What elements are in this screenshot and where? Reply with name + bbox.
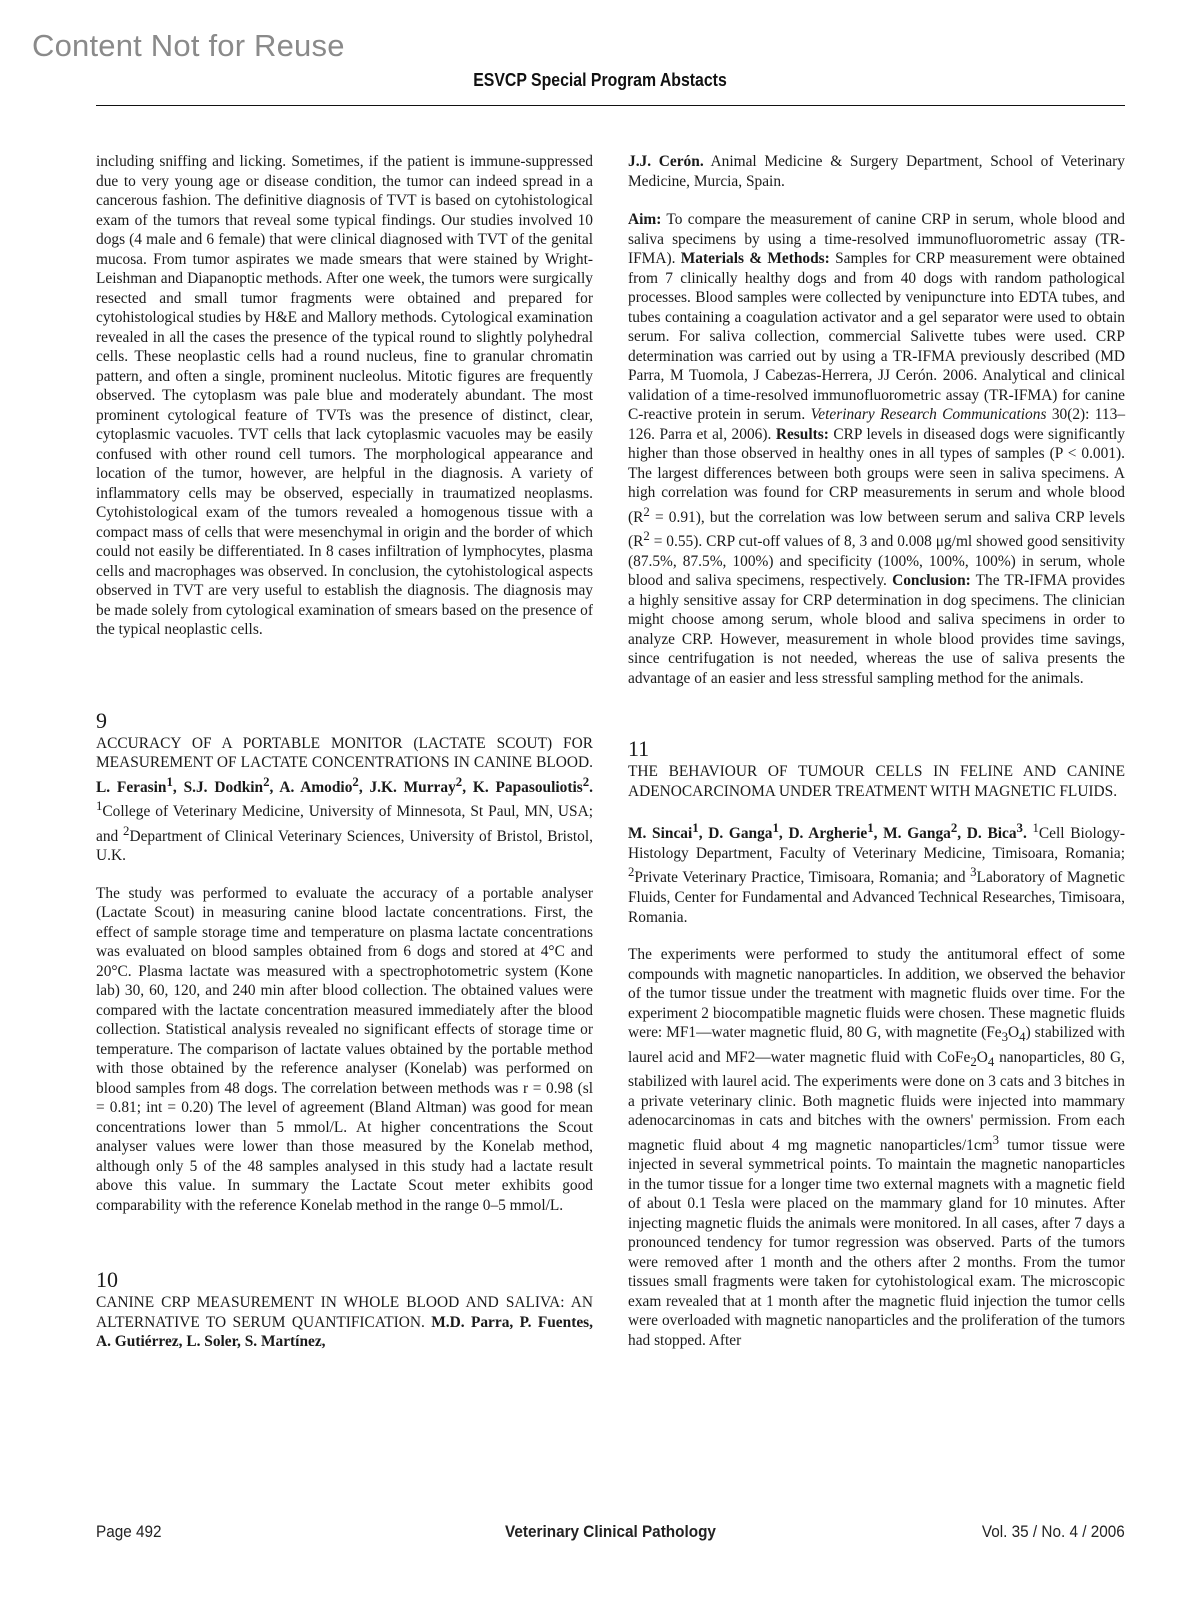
subscript: 2 bbox=[970, 1054, 977, 1069]
section-label: Conclusion: bbox=[892, 572, 971, 590]
author-sup: 3 bbox=[1016, 821, 1023, 836]
body-text: nanoparticles, 80 G, stabilized with laurel acid. The experiments were done on 3 cats and 3 bitches in a private veterinary clinic. Both magnetic fluids were injected into mammary adenocarcinomas in cats and bitches with the owners' permission. From each magnetic fluid about 4 mg magnetic nanoparticles/1cm bbox=[628, 1048, 1125, 1154]
section-label: Aim: bbox=[628, 211, 662, 228]
header-rule bbox=[96, 105, 1125, 106]
abstract-body: The study was performed to evaluate the accuracy of a portable analyser (Lactate Scout) in measuring canine blood lactate concentrations. First, the effect of sample storage time and temperature on plasma lactate concentrations was evaluated on blood samples obtained from 6 dogs and stored at 4°C and 20°C. Plasma lactate was measured with a spectrophotometric system (Kone lab) 30, 60, 120, and 240 min after blood collection. The obtained values were compared with the lactate concentration measured immediately after the blood collection. Statistical analysis revealed no significant effects of storage time or temperature. The comparison of lactate values obtained by the portable method with those obtained by the reference analyser (Konelab) was performed on blood samples from 48 dogs. The correlation between methods was r = 0.98 (sl = 0.81; int = 0.20) The level of agreement (Bland Altman) was good for mean concentrations lower than 5 mmol/L. At higher concentrations the Scout analyser values were lower than those measured by the Konelab method, although only 5 of the 48 samples analysed in this study had a lactate result above this value. In summary the Lactate Scout meter exhibits good comparability with the reference Konelab method in the range 0–5 mmol/L. bbox=[96, 884, 593, 1214]
affiliation-sup: 1 bbox=[96, 799, 103, 814]
watermark: Content Not for Reuse bbox=[32, 28, 345, 63]
results-text: = 0.55). CRP cut-off values of 8, 3 and 0.008 μg/ml showed good sensitivity (87.5%, 87.5%, 100%) and specificity (100%, 100%, 100%) in serum, whole blood and saliva specimens, respectively. bbox=[628, 533, 1125, 590]
author-sup: 2 bbox=[582, 774, 590, 789]
left-column bbox=[96, 152, 593, 1352]
author-sup: 1 bbox=[867, 821, 874, 836]
abstract-body bbox=[628, 210, 1125, 688]
abstract-body bbox=[628, 945, 1125, 1350]
body-text: The experiments were performed to study the antitumoral effect of some compounds with magnetic nanoparticles. In addition, we observed the behavior of the tumor tissue under the treatment with magnetic fluids over time. For the experiment 2 biocompatible magnetic fluids were chosen. These magnetic fluids were: MF1—water magnetic fluid, 80 G, with magnetite (Fe bbox=[628, 946, 1125, 1041]
abstract-number: 10 bbox=[96, 1267, 118, 1293]
continued-abstract-text: including sniffing and licking. Sometimes, if the patient is immune-suppressed due to very young age or disease condition, the tumor can indeed spread in a cancerous fashion. The definitive diagnosis of TVT is based on cytohistological exam of the tumors that reveal some typical findings. Our studies involved 10 dogs (4 male and 6 female) that were clinical diagnosed with TVT of the genital mucosa. From tumor aspirates we made smears that were stained by Wright-Leishman and Diapanoptic methods. After one week, the tumors were surgically resected and small tumor fragments were obtained and prepared for cytohistological studies by H&E and Mallory methods. Cytological examination revealed in all the cases the presence of the typical round to slightly polyhedral cells. These neoplastic cells had a round nucleus, fine to granular chromatin pattern, and often a single, prominent nucleolus. Mitotic figures are frequently observed. The cytoplasm was pale blue and moderately abundant. The most prominent cytological feature of TVTs was the presence of distinct, clear, cytoplasmic vacuoles. TVT cells that lack cytoplasmic vacuoles may be easily confused with other round cell tumors. The morphological appearance and location of the tumor, however, are helpful in the diagnosis. A variety of inflammatory cells may be observed, especially in traumatized neoplasms. Cytohistological exam of the tumors revealed a homogenous tissue with a compact mass of cells that were mesenchymal in origin and the border of which could not easily be differentiated. In 8 cases infiltration of lymphocytes, plasma cells and macrophages was observed. In conclusion, the cytohistological aspects observed in TVT are very useful to establish the diagnosis. The diagnosis may be made solely from cytological examination of smears based on the presence of the typical neoplastic cells. bbox=[96, 153, 593, 638]
author-name: M. Sincai bbox=[628, 825, 693, 843]
superscript: 2 bbox=[643, 529, 650, 544]
author-name: J.J. Cerón. bbox=[628, 153, 704, 170]
abstract-authors: M.D. Parra, P. Fuentes, A. Gutiérrez, L. Soler, S. Martínez, bbox=[96, 1313, 593, 1351]
abstract-11 bbox=[628, 736, 1125, 1350]
subscript: 3 bbox=[1001, 1030, 1009, 1045]
author-name: D. Bica bbox=[966, 825, 1017, 843]
affiliation-text: Laboratory of Magnetic Fluids, Center for Fundamental and Advanced Technical Researches, Timisoara, Romania. bbox=[628, 869, 1125, 926]
affiliation-sup: 2 bbox=[628, 865, 635, 880]
affiliation-text: Department of Clinical Veterinary Sciences, University of Bristol, Bristol, U.K. bbox=[96, 827, 593, 865]
superscript: 2 bbox=[643, 504, 650, 519]
abstract-title-text: ACCURACY OF A PORTABLE MONITOR (LACTATE SCOUT) FOR MEASUREMENT OF LACTATE CONCENTRATIONS IN CANINE BLOOD. bbox=[96, 734, 593, 771]
abstract-title: THE BEHAVIOUR OF TUMOUR CELLS IN FELINE AND CANINE ADENOCARCINOMA UNDER TREATMENT WITH MAGNETIC FLUIDS. bbox=[628, 763, 1125, 800]
body-text: O bbox=[976, 1048, 988, 1066]
journal-title: Veterinary Clinical Pathology bbox=[505, 1522, 716, 1541]
section-label: Materials & Methods: bbox=[680, 250, 830, 267]
subscript: 4 bbox=[1019, 1030, 1026, 1045]
author-name: J.K. Murray bbox=[369, 778, 456, 796]
author-name: D. Argherie bbox=[788, 825, 868, 843]
author-sup: 2 bbox=[352, 774, 359, 789]
running-head: ESVCP Special Program Abstacts bbox=[473, 70, 727, 90]
author-sup: 1 bbox=[692, 821, 699, 836]
abstract-authors: M. Sincai$^1$, D. Ganga$^1$, D. Argherie$^1$, M. Ganga$^2$, D. Bica$^3$. bbox=[628, 821, 1033, 843]
affiliation-text: Cell Biology-Histology Department, Faculty of Veterinary Medicine, Timisoara, Romania; bbox=[628, 825, 1125, 862]
abstract-title-text: CANINE CRP MEASUREMENT IN WHOLE BLOOD AND SALIVA: AN ALTERNATIVE TO SERUM QUANTIFICATION. bbox=[96, 1294, 593, 1331]
author-name: K. Papasouliotis bbox=[472, 778, 583, 796]
author-sup: 2 bbox=[950, 821, 958, 836]
affiliation-sup: 1 bbox=[1032, 821, 1039, 836]
abstract-number: 9 bbox=[96, 707, 107, 733]
affiliation-text: Private Veterinary Practice, Timisoara, Romania; and bbox=[634, 869, 971, 887]
page-number: Page 492 bbox=[96, 1522, 162, 1541]
abstract-number: 11 bbox=[628, 736, 650, 762]
abstract-title bbox=[96, 1293, 593, 1352]
author-name: M. Ganga bbox=[883, 825, 951, 843]
author-sup: 2 bbox=[263, 774, 270, 789]
abstract-10-head bbox=[96, 1267, 593, 1352]
section-label: Results: bbox=[775, 425, 829, 443]
body-text: ) stabilized with laurel acid and MF2—water magnetic fluid with CoFe bbox=[628, 1024, 1125, 1066]
body-text: tumor tissue were injected in several symmetrical points. To maintain the magnetic nanoparticles in the tumor tissue for a longer time two external magnets with a magnetic field of about 0.1 Tesla were placed on the mammary gland for 10 minutes. After injecting magnetic fluids the animals were monitored. In all cases, after 7 days a pronounced tendency for tumor regression was observed. Parts of the tumors were removed after 1 month and the others after 2 months. From the tumor tissues small fragments were taken for cytohistological exam. The microscopic exam revealed that at 1 month after the magnetic fluid injection the tumor cells were overloaded with magnetic nanoparticles and the proliferation of the tumors had stopped. After bbox=[628, 1136, 1125, 1349]
methods-text: Samples for CRP measurement were obtained from 7 clinically healthy dogs and from 40 dogs with random pathological processes. Blood samples were collected by venipuncture into EDTA tubes, and tubes containing a coagulation activator and a gel separator were used to obtain serum. For saliva collection, commercial Salivette tubes were used. CRP determination was carried out by using a TR-IFMA previously described (MD Parra, M Tuomola, J Cabezas-Herrera, JJ Cerón. 2006. Analytical and clinical validation of a time-resolved immunofluorometric assay (TR-IFMA) for canine C-reactive protein in serum. bbox=[628, 250, 1125, 423]
subscript: 4 bbox=[987, 1054, 995, 1069]
author-sup: 1 bbox=[166, 774, 173, 789]
volume-info: Vol. 35 / No. 4 / 2006 bbox=[982, 1522, 1125, 1541]
abstract-9 bbox=[96, 708, 593, 1216]
aim-text: To compare the measurement of canine CRP in serum, whole blood and saliva specimens by using a time-resolved immunofluorometric assay (TR-IFMA). bbox=[628, 211, 1125, 267]
author-name: L. Ferasin bbox=[96, 778, 167, 796]
methods-text: 30(2): 113–126. Parra et al, 2006). bbox=[628, 406, 1126, 443]
author-sup: 1 bbox=[772, 821, 779, 836]
superscript: 3 bbox=[992, 1132, 1000, 1147]
abstract-authors: L. Ferasin$^1$, S.J. Dodkin$^2$, A. Amodio$^2$, J.K. Murray$^2$, K. Papasouliotis$^2$. bbox=[96, 774, 594, 796]
results-text: CRP levels in diseased dogs were significantly higher than those observed in healthy ones in all types of samples (P < 0.001). The largest differences between both groups were seen in saliva specimens. A high correlation was found for CRP measurements in serum and whole blood (R bbox=[628, 425, 1125, 526]
abstract-authors-affiliation bbox=[628, 819, 1125, 927]
author-name: D. Ganga bbox=[708, 825, 773, 843]
author-name: A. Amodio bbox=[279, 778, 353, 796]
author-sup: 2 bbox=[455, 774, 463, 789]
abstract-title bbox=[96, 734, 593, 866]
affiliation-sup: 2 bbox=[123, 823, 130, 838]
author-name: S.J. Dodkin bbox=[183, 778, 264, 796]
affiliation-text: College of Veterinary Medicine, University of Minnesota, St Paul, MN, USA; and bbox=[96, 803, 593, 845]
conclusion-text: The TR-IFMA provides a highly sensitive assay for CRP determination in dog specimens. The clinician might choose among serum, whole blood and saliva specimens in order to analyze CRP. However, measurement in whole blood provides time savings, since centrifugation is not needed, whereas the use of saliva presents the advantage of an easier and less stressful sampling method for the animals. bbox=[628, 572, 1126, 687]
affiliation-text: Animal Medicine & Surgery Department, School of Veterinary Medicine, Murcia, Spain. bbox=[628, 153, 1125, 190]
abstract-10-cont bbox=[628, 152, 1125, 688]
body-text: O bbox=[1008, 1024, 1020, 1041]
abstract-affiliations bbox=[96, 799, 593, 865]
journal-name: Veterinary Research Communications bbox=[810, 406, 1047, 423]
right-column bbox=[628, 152, 1125, 1350]
results-text: = 0.91), but the correlation was low between serum and saliva CRP levels (R bbox=[628, 508, 1125, 551]
affiliation-sup: 3 bbox=[970, 865, 977, 880]
abstract-authors-affiliation bbox=[628, 152, 1125, 191]
